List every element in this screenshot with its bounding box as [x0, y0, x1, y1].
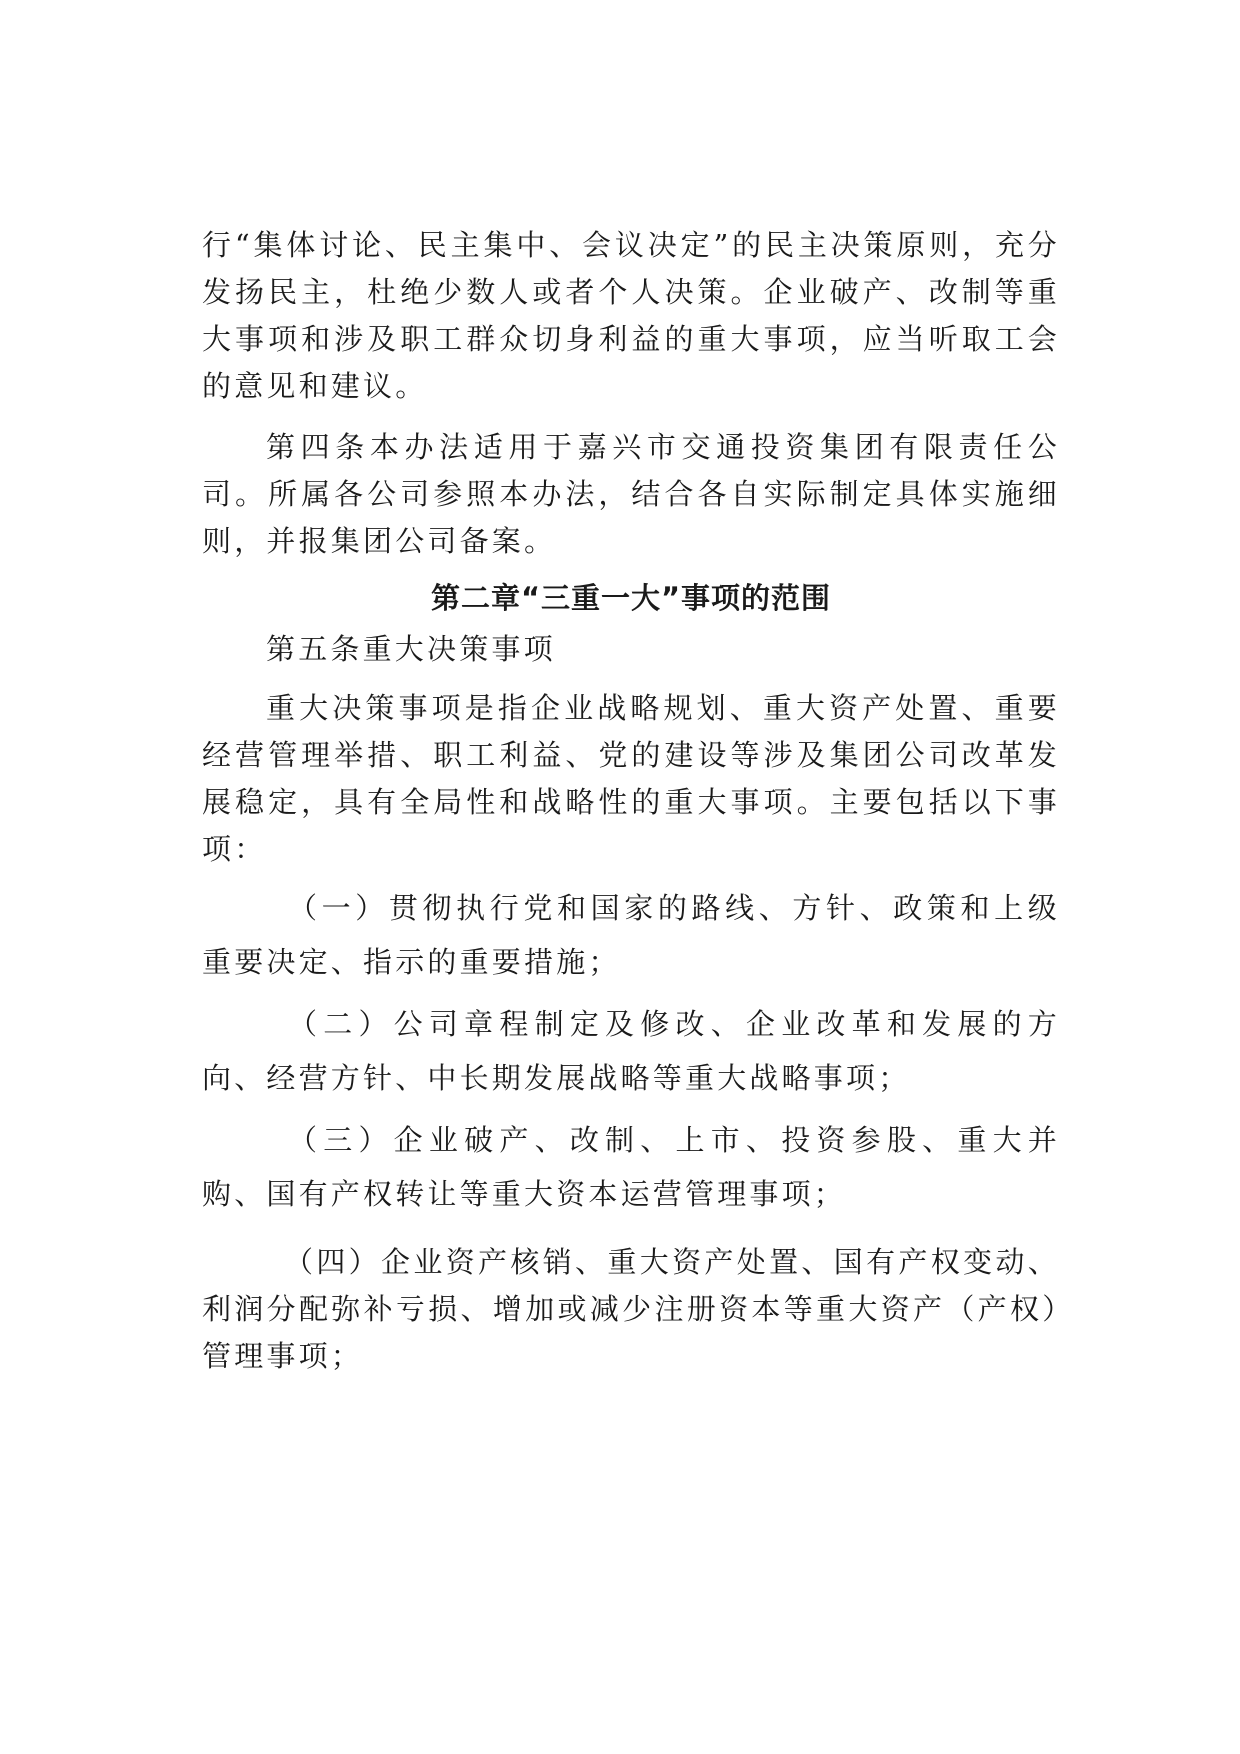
list-item-3: （三）企业破产、改制、上市、投资参股、重大并购、国有产权转让等重大资本运营管理事项；: [202, 1123, 1060, 1211]
article-5-intro: 重大决策事项是指企业战略规划、重大资产处置、重要经营管理举措、职工利益、党的建设等涉及集团公司改革发展稳定，具有全局性和战略性的重大事项。主要包括以下事项：: [202, 691, 1060, 866]
document-page: [202, 222, 1060, 1380]
article-5-title: 第五条重大决策事项: [266, 632, 556, 666]
list-item-1: （一）贯彻执行党和国家的路线、方针、政策和上级重要决定、指示的重要措施；: [202, 891, 1060, 979]
list-item-4: （四）企业资产核销、重大资产处置、国有产权变动、利润分配弥补亏损、增加或减少注册资本等重大资产（产权）管理事项；: [202, 1245, 1060, 1373]
paragraph-decision-principle: 行“集体讨论、民主集中、会议决定”的民主决策原则，充分发扬民主，杜绝少数人或者个人决策。企业破产、改制等重大事项和涉及职工群众切身利益的重大事项，应当听取工会的意见和建议。: [202, 228, 1060, 403]
list-item-2: （二）公司章程制定及修改、企业改革和发展的方向、经营方针、中长期发展战略等重大战略事项；: [202, 1007, 1060, 1095]
paragraph-article-4: 第四条本办法适用于嘉兴市交通投资集团有限责任公司。所属各公司参照本办法，结合各自实际制定具体实施细则，并报集团公司备案。: [202, 430, 1060, 558]
chapter-heading: 第二章“三重一大”事项的范围: [430, 581, 832, 615]
